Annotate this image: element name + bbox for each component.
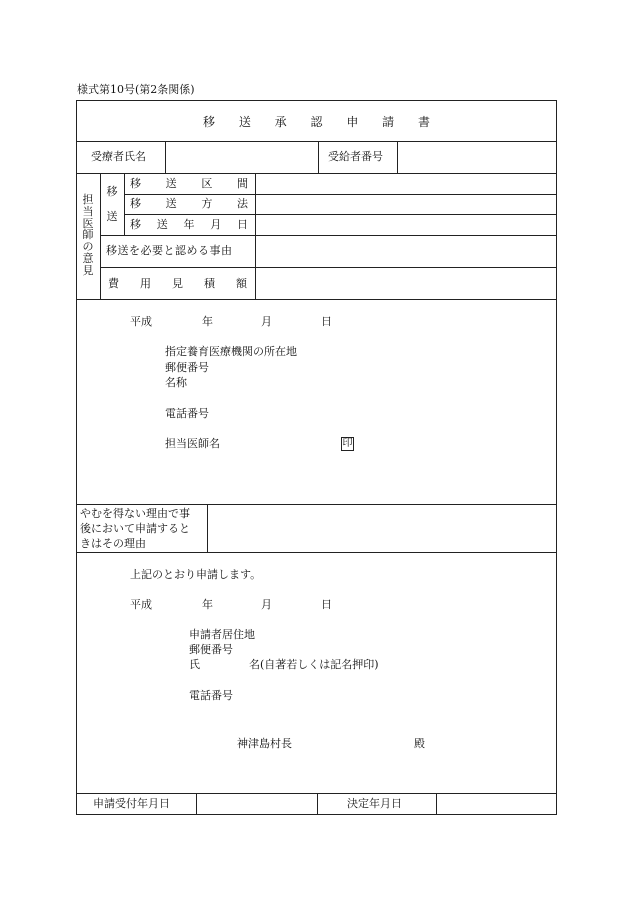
applicant-date-era: 平成 [130,598,152,611]
recipient-number-field[interactable] [398,142,556,172]
doctor-opinion-label: 担 当 医 師 の 意 見 [82,193,94,277]
decision-date-field[interactable] [437,794,556,814]
applicant-date-year: 年 [202,598,213,611]
facility-postal-code-label: 郵便番号 [165,361,209,374]
patient-name-field[interactable] [166,142,317,172]
transport-section-label: 移 送 区 間 [130,177,248,190]
application-statement: 上記のとおり申請します。 [130,568,262,581]
recipient-number-label: 受給者番号 [328,150,383,163]
doctor-date-day: 日 [321,315,332,328]
applicant-name-prefix: 氏 [189,658,200,671]
receipt-date-label: 申請受付年月日 [93,797,170,810]
applicant-date-month: 月 [261,598,272,611]
necessity-reason-field[interactable] [256,236,556,266]
doctor-date-era: 平成 [130,315,152,328]
facility-name-label: 名称 [165,376,187,389]
transport-label: 移 送 [106,185,118,223]
doctor-name-label: 担当医師名 [165,437,220,450]
applicant-name-label: 名(自著若しくは記名押印) [249,658,379,671]
doctor-date-month: 月 [261,315,272,328]
facility-address-label: 指定養育医療機関の所在地 [165,345,297,358]
applicant-postal-code-label: 郵便番号 [189,643,233,656]
applicant-residence-label: 申請者居住地 [189,628,255,641]
unavoidable-reason-line-2: 後において申請すると [80,522,190,535]
transport-method-label: 移 送 方 法 [130,197,248,210]
unavoidable-reason-line-3: きはその理由 [80,537,146,550]
transport-section-field[interactable] [256,174,556,193]
applicant-phone-label: 電話番号 [189,689,233,702]
transport-date-field[interactable] [256,215,556,234]
seal-mark: 印 [342,438,353,449]
patient-name-label: 受療者氏名 [91,150,146,163]
honorific: 殿 [414,737,425,750]
form-title: 移 送 承 認 申 請 書 [203,115,430,129]
doctor-date-year: 年 [202,315,213,328]
addressee: 神津島村長 [237,737,292,750]
unavoidable-reason-field[interactable] [208,505,556,551]
decision-date-label: 決定年月日 [347,797,402,810]
form-number: 様式第10号(第2条関係) [77,83,195,96]
transport-method-field[interactable] [256,195,556,213]
receipt-date-field[interactable] [197,794,316,814]
transport-date-label: 移 送 年 月 日 [130,218,248,231]
cost-estimate-label: 費 用 見 積 額 [108,277,247,290]
facility-phone-label: 電話番号 [165,407,209,420]
unavoidable-reason-line-1: やむを得ない理由で事 [80,507,190,520]
necessity-reason-label: 移送を必要と認める事由 [106,244,233,257]
applicant-date-day: 日 [321,598,332,611]
cost-estimate-field[interactable] [256,268,556,298]
